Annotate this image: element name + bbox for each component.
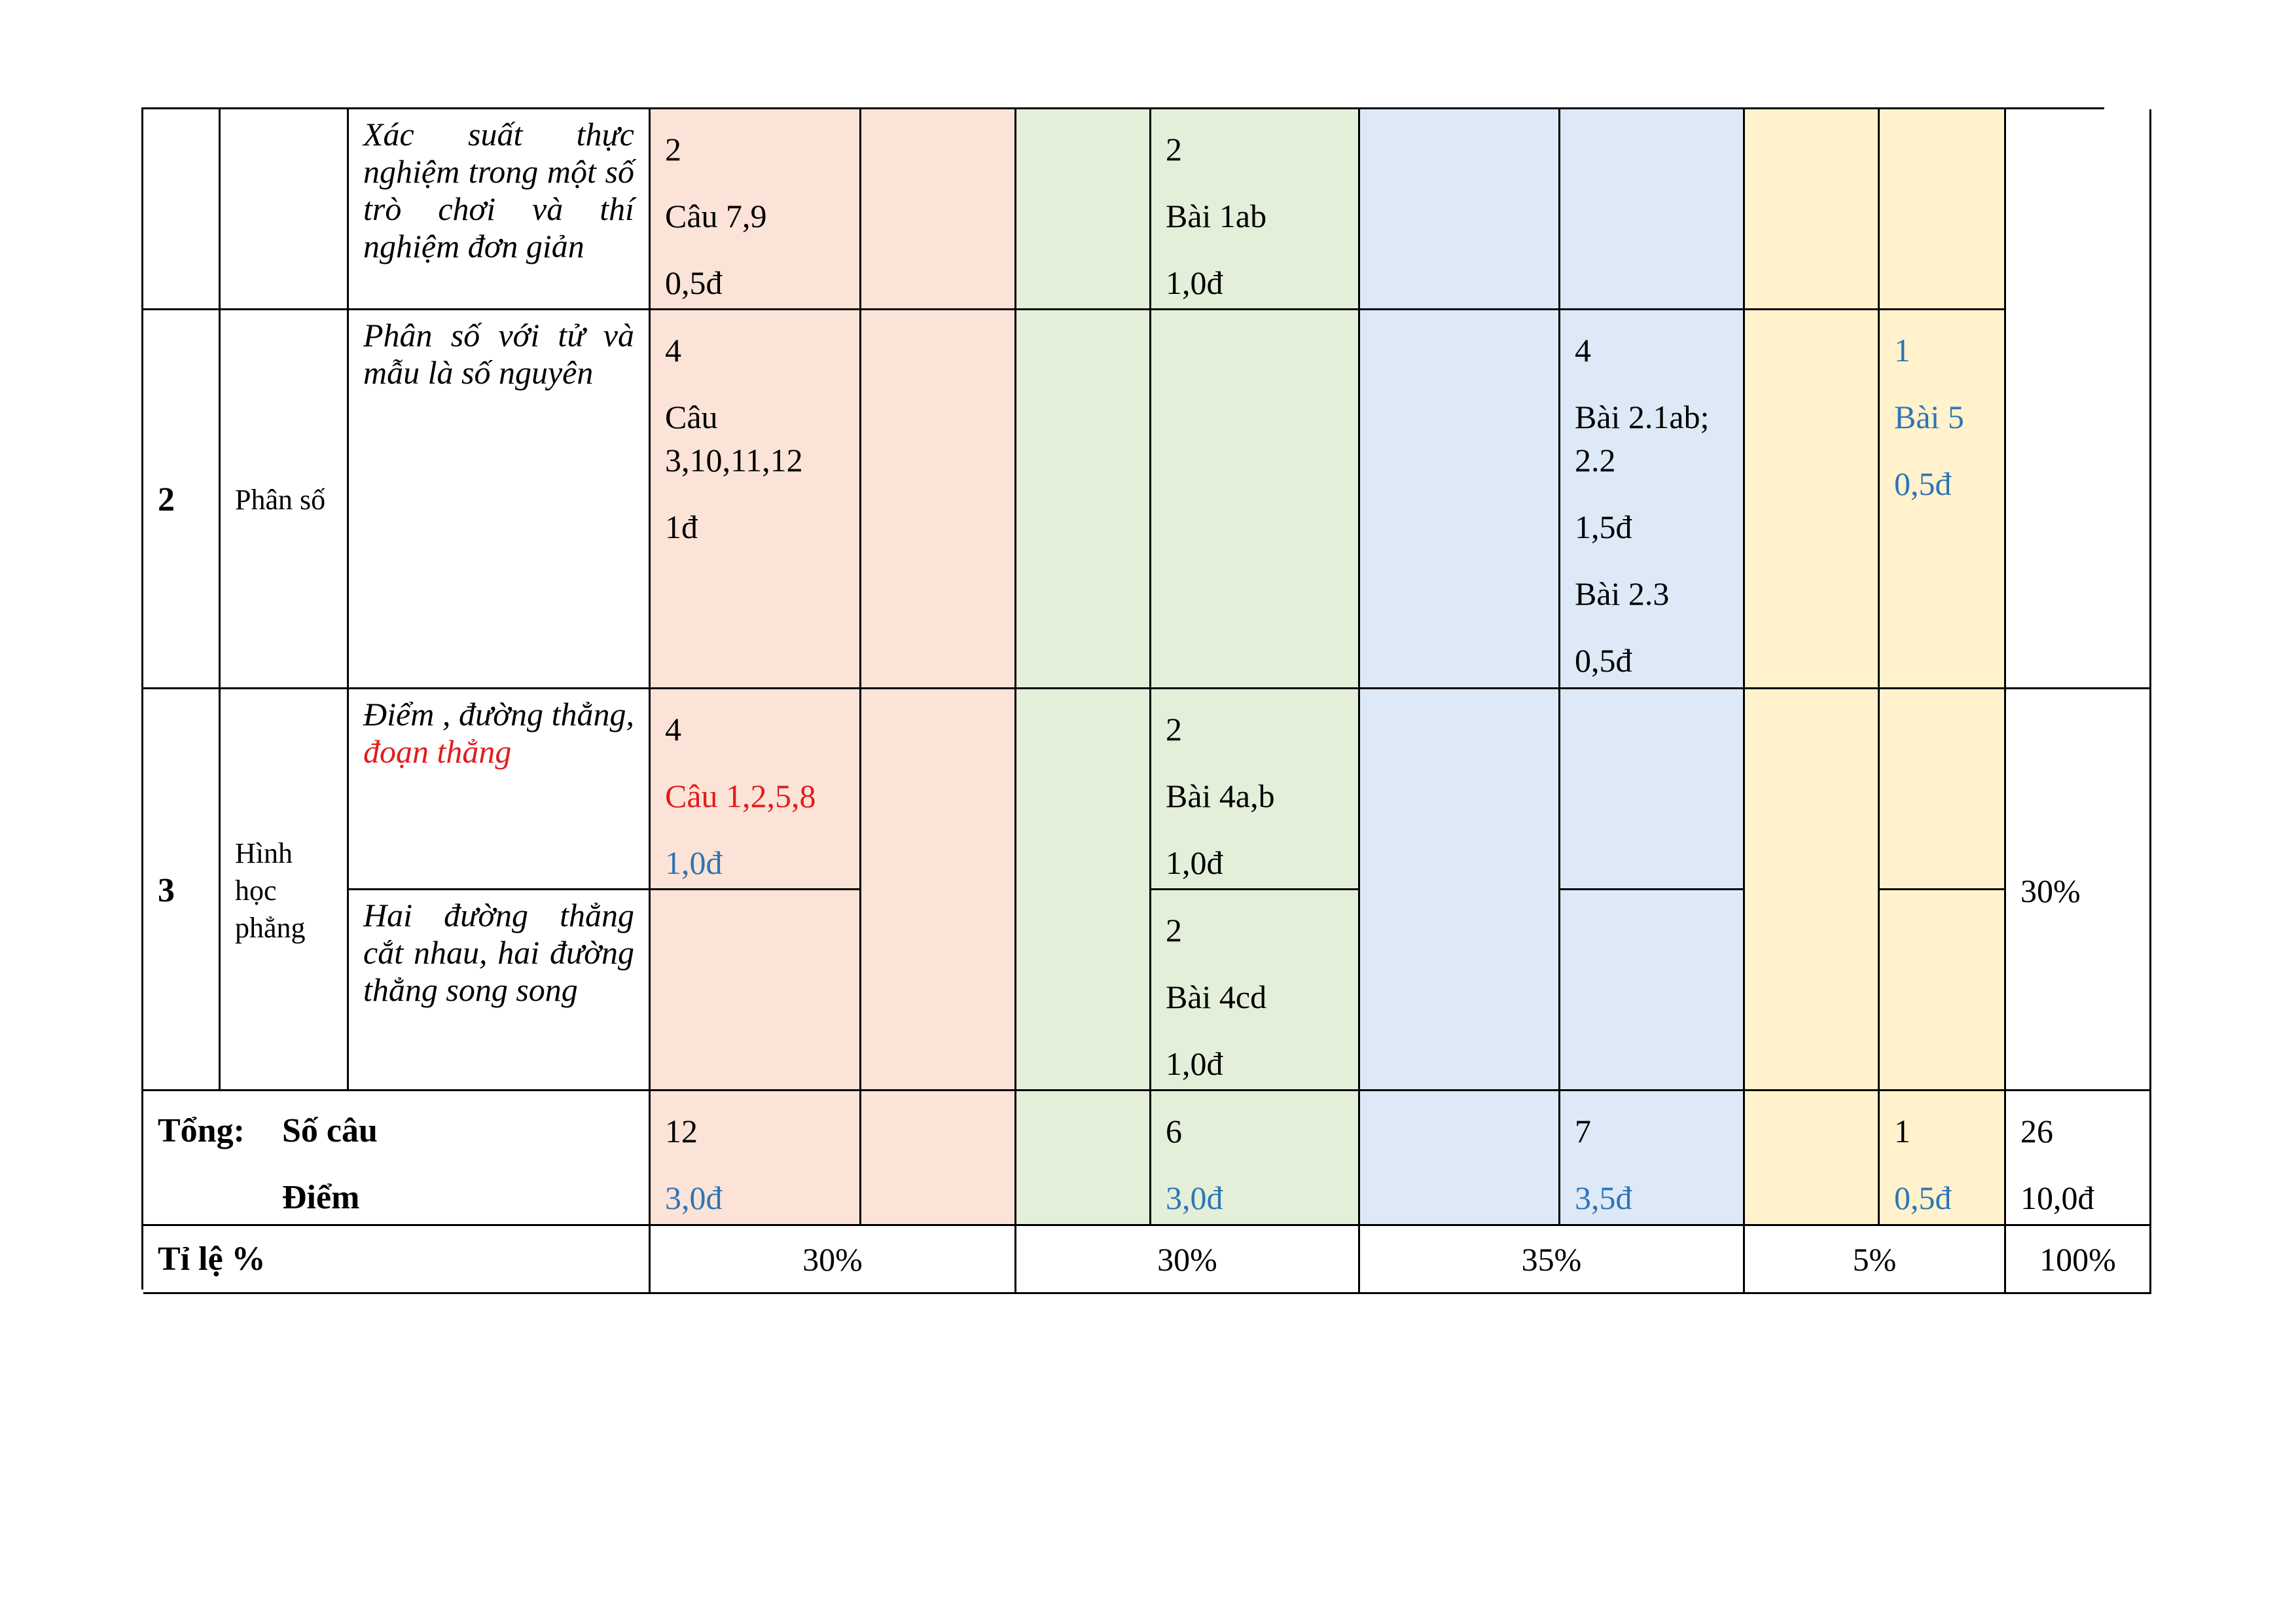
level4-essay-cell	[1880, 109, 2006, 310]
level4-essay-cell	[1880, 689, 2006, 890]
level1-essay-cell	[861, 689, 1016, 1091]
level2-essay-cell	[1151, 310, 1360, 689]
total-level2-mcq	[1016, 1091, 1151, 1226]
chapter-cell: Phân số	[221, 310, 349, 689]
total-level4-essay: 1 0,5đ	[1880, 1091, 2006, 1226]
topic-experimental-probability: Xác suất thực nghiệm trong một số trò chơi và thí nghiệm đơn giản	[349, 109, 651, 310]
percent-total: 100%	[2006, 1226, 2151, 1294]
level3-essay-cell	[1560, 689, 1745, 890]
percent-level4: 5%	[1745, 1226, 2006, 1294]
level2-mcq-cell	[1016, 310, 1151, 689]
level1-mcq-cell: 4 Câu 1,2,5,8 1,0đ	[651, 689, 861, 890]
topic-intersecting-parallel-lines: Hai đường thẳng cắt nhau, hai đường thẳng song song	[349, 890, 651, 1091]
topic-points-lines: Điểm , đường thẳng, đoạn thẳng	[349, 689, 651, 890]
percent-level2: 30%	[1016, 1226, 1360, 1294]
level1-essay-cell	[861, 109, 1016, 310]
level4-mcq-cell	[1745, 310, 1880, 689]
percent-level1: 30%	[651, 1226, 1016, 1294]
level4-mcq-cell	[1745, 109, 1880, 310]
level3-essay-cell	[1560, 109, 1745, 310]
total-level3-mcq	[1360, 1091, 1560, 1226]
total-level2-essay: 6 3,0đ	[1151, 1091, 1360, 1226]
percent-level3: 35%	[1360, 1226, 1745, 1294]
level2-essay-cell: 2 Bài 4cd 1,0đ	[1151, 890, 1360, 1091]
level4-essay-cell: 1 Bài 5 0,5đ	[1880, 310, 2006, 689]
level2-essay-cell: 2 Bài 4a,b 1,0đ	[1151, 689, 1360, 890]
ratio-cell	[2006, 109, 2151, 689]
total-all: 26 10,0đ	[2006, 1091, 2151, 1226]
level2-mcq-cell	[1016, 689, 1151, 1091]
total-level4-mcq	[1745, 1091, 1880, 1226]
total-level1-mcq: 12 3,0đ	[651, 1091, 861, 1226]
topic-fractions: Phân số với tử và mẫu là số nguyên	[349, 310, 651, 689]
totals-label-cell: Tổng: Số câu Điểm	[143, 1091, 651, 1226]
level3-mcq-cell	[1360, 310, 1560, 689]
stt-cell	[143, 109, 221, 310]
level1-mcq-cell	[651, 890, 861, 1091]
stt-cell: 3	[143, 689, 221, 1091]
level3-mcq-cell	[1360, 689, 1560, 1091]
ratio-cell: 30%	[2006, 689, 2151, 1091]
stt-cell: 2	[143, 310, 221, 689]
percent-label-cell: Tỉ lệ %	[143, 1226, 651, 1294]
level4-mcq-cell	[1745, 689, 1880, 1091]
total-level1-essay	[861, 1091, 1016, 1226]
level3-essay-cell: 4 Bài 2.1ab; 2.2 1,5đ Bài 2.3 0,5đ	[1560, 310, 1745, 689]
level2-mcq-cell	[1016, 109, 1151, 310]
chapter-cell: Hình học phẳng	[221, 689, 349, 1091]
level1-mcq-cell: 4 Câu 3,10,11,12 1đ	[651, 310, 861, 689]
level4-essay-cell	[1880, 890, 2006, 1091]
level1-essay-cell	[861, 310, 1016, 689]
chapter-cell	[221, 109, 349, 310]
level3-mcq-cell	[1360, 109, 1560, 310]
level3-essay-cell	[1560, 890, 1745, 1091]
assessment-matrix-table	[141, 107, 2116, 1290]
level2-essay-cell: 2 Bài 1ab 1,0đ	[1151, 109, 1360, 310]
level1-mcq-cell: 2 Câu 7,9 0,5đ	[651, 109, 861, 310]
total-level3-essay: 7 3,5đ	[1560, 1091, 1745, 1226]
